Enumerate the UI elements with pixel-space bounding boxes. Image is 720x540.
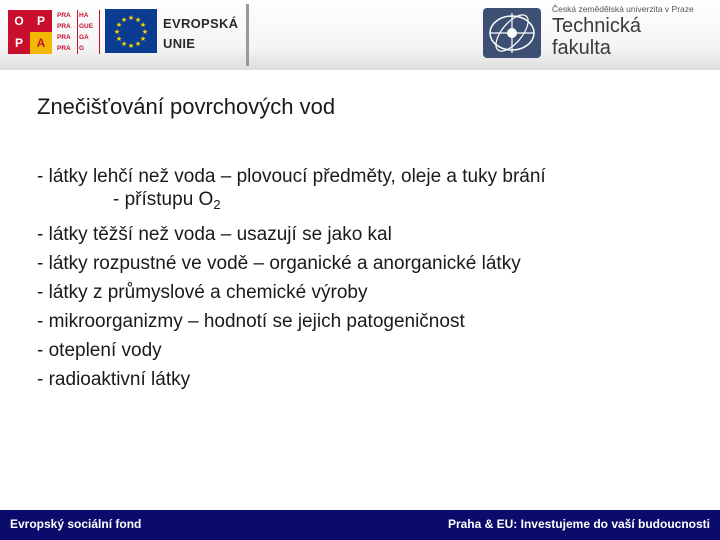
footer-left-text: Evropský sociální fond [10, 517, 142, 531]
svg-text:★: ★ [134, 16, 142, 24]
bullet-line: - látky těžší než voda – usazují se jako kal [37, 224, 392, 245]
faculty-title-line: fakulta [552, 37, 611, 59]
opp-letter: P [8, 32, 30, 54]
footer-bar [0, 510, 720, 540]
opp-logo [8, 10, 52, 54]
eu-flag-icon [105, 9, 157, 53]
praha-text: GA [78, 32, 100, 43]
bullet-line: - radioaktivní látky [37, 369, 191, 390]
praha-text: PRA [56, 32, 78, 43]
praha-text: PRA [56, 21, 78, 32]
praha-text: HA [78, 10, 100, 21]
eu-label-line: UNIE [163, 36, 196, 51]
svg-text:★: ★ [141, 28, 149, 36]
praha-text: GUE [78, 21, 100, 32]
opp-letter: A [30, 32, 52, 54]
university-name: Česká zemědělská univerzita v Praze [552, 4, 694, 14]
faculty-title [552, 15, 641, 59]
svg-text:★: ★ [127, 14, 135, 22]
slide-title: Znečišťování povrchových vod [37, 94, 336, 119]
header-divider [246, 4, 249, 66]
praha-logo [56, 10, 100, 54]
eu-stars-icon [105, 9, 157, 53]
header-bar [0, 0, 720, 70]
svg-text:★: ★ [127, 42, 135, 50]
svg-text:★: ★ [115, 21, 123, 29]
eu-label-line: EVROPSKÁ [163, 16, 239, 31]
footer-right-text: Praha & EU: Investujeme do vaší budoucnosti [447, 517, 710, 531]
bullet-line: - látky rozpustné ve vodě – organické a anorganické látky [37, 253, 521, 274]
opp-letter: P [30, 10, 52, 32]
praha-text: PRA [56, 10, 78, 21]
bullet-line: - mikroorganizmy – hodnotí se jejich patogeničnost [37, 311, 465, 332]
praha-text: G [78, 43, 100, 54]
bullet-line-text: - přístupu O [113, 189, 214, 210]
bullet-line: - látky lehčí než voda – plovoucí předměty, oleje a tuky brání [37, 166, 546, 187]
faculty-emblem-icon [482, 7, 542, 59]
svg-text:★: ★ [113, 28, 121, 36]
opp-letter: O [8, 10, 30, 32]
bullet-line-continuation [37, 188, 546, 217]
slide-body [37, 162, 546, 394]
svg-text:★: ★ [120, 40, 128, 48]
svg-text:★: ★ [139, 21, 147, 29]
svg-text:★: ★ [139, 35, 147, 43]
eu-label [163, 14, 238, 54]
bullet-line: - oteplení vody [37, 340, 162, 361]
svg-text:★: ★ [115, 35, 123, 43]
praha-text: PRA [56, 43, 78, 54]
faculty-title-line: Technická [552, 15, 641, 37]
svg-text:★: ★ [134, 40, 142, 48]
bullet-line: - látky z průmyslové a chemické výroby [37, 282, 368, 303]
subscript: 2 [213, 197, 221, 212]
svg-text:★: ★ [120, 16, 128, 24]
